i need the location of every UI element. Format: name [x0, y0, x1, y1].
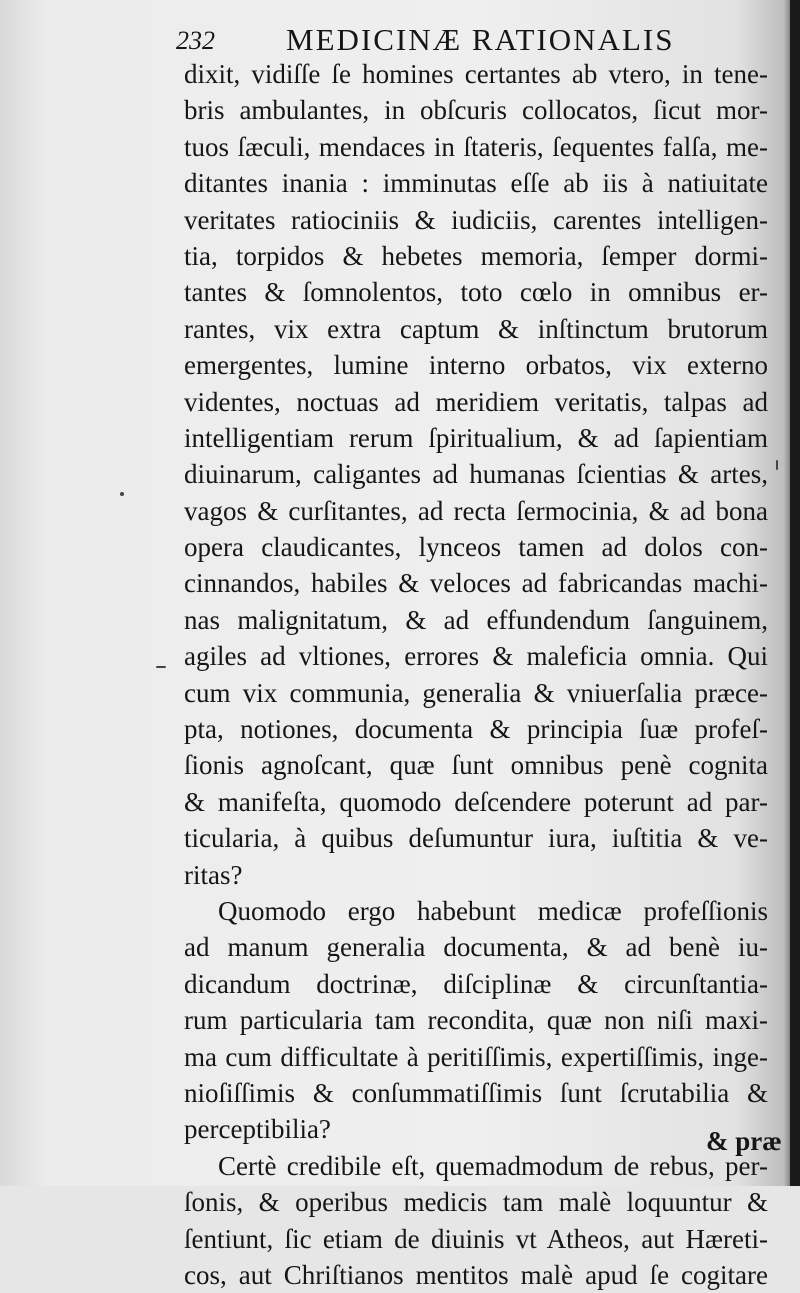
- text-line: ſentiunt, ſic etiam de diuinis vt Atheos, aut Hæreti-: [184, 1223, 768, 1254]
- page-number: 232: [176, 26, 215, 55]
- ink-speck: [776, 460, 778, 470]
- text-line: emergentes, lumine interno orbatos, vix externo: [184, 350, 768, 381]
- text-line: dicandum doctrinæ, diſciplinæ & circunſtantia-: [184, 968, 768, 999]
- text-line: pta, notiones, documenta & principia ſuæ profeſ-: [184, 714, 768, 745]
- paragraph-end-line: ritas?: [184, 859, 243, 890]
- text-line: bris ambulantes, in obſcuris collocatos, ſicut mor-: [184, 95, 768, 126]
- text-line: vagos & curſitantes, ad recta ſermocinia, & ad bona: [184, 495, 768, 526]
- text-line: tia, torpidos & hebetes memoria, ſemper dormi-: [184, 240, 768, 271]
- text-line: ticularia, à quibus deſumuntur iura, iuſtitia & ve-: [184, 823, 768, 854]
- text-line: diuinarum, caligantes ad humanas ſcientias & artes,: [184, 459, 768, 490]
- text-line: rum particularia tam recondita, quæ non niſi maxi-: [184, 1005, 768, 1036]
- page-gutter-shadow: [790, 0, 800, 1186]
- text-line: ad manum generalia documenta, & ad benè iu-: [184, 932, 768, 963]
- text-line: intelligentiam rerum ſpiritualium, & ad ſapientiam: [184, 422, 768, 453]
- text-line: dixit, vidiſſe ſe homines certantes ab vtero, in tene-: [184, 59, 768, 89]
- text-line: ſonis, & operibus medicis tam malè loquuntur &: [184, 1187, 768, 1218]
- text-line: & manifeſta, quomodo deſcendere poterunt ad par-: [184, 786, 768, 817]
- catchword: & præ: [706, 1126, 782, 1156]
- paragraph-end-line: perceptibilia?: [184, 1114, 331, 1145]
- text-line: nioſiſſimis & conſummatiſſimis ſunt ſcrutabilia &: [184, 1077, 768, 1108]
- text-line: ditantes inania : imminutas eſſe ab iis à natiuitate: [184, 168, 768, 199]
- text-line: videntes, noctuas ad meridiem veritatis, talpas ad: [184, 386, 768, 417]
- paragraph-start-line: Quomodo ergo habebunt medicæ profeſſionis: [218, 895, 768, 926]
- text-line: veritates ratiociniis & iudiciis, carentes intelligen-: [184, 204, 768, 235]
- text-line: cum vix communia, generalia & vniuerſalia præce-: [184, 677, 768, 708]
- text-line: cinnandos, habiles & veloces ad fabricandas machi-: [184, 568, 768, 599]
- text-line: opera claudicantes, lynceos tamen ad dolos con-: [184, 532, 768, 563]
- text-line: tantes & ſomnolentos, toto cœlo in omnibus er-: [184, 277, 768, 308]
- text-line: rantes, vix extra captum & inſtinctum brutorum: [184, 313, 768, 344]
- text-line: ſionis agnoſcant, quæ ſunt omnibus penè cognita: [184, 750, 768, 781]
- text-line: tuos ſæculi, mendaces in ſtateris, ſequentes falſa, me-: [184, 131, 768, 162]
- paragraph-start-line: Certè credibile eſt, quemadmodum de rebus, per-: [218, 1150, 768, 1181]
- ink-speck: [156, 666, 166, 668]
- running-head: MEDICINÆ RATIONALIS: [286, 22, 675, 57]
- ink-speck: [120, 492, 124, 496]
- text-line: agiles ad vltiones, errores & maleficia omnia. Qui: [184, 641, 768, 672]
- text-line: cos, aut Chriſtianos mentitos malè apud ſe cogitare: [184, 1259, 768, 1290]
- body-text: [184, 56, 768, 1293]
- text-line: nas malignitatum, & ad effundendum ſanguinem,: [184, 604, 768, 635]
- text-line: ma cum difficultate à peritiſſimis, expertiſſimis, inge-: [184, 1041, 768, 1072]
